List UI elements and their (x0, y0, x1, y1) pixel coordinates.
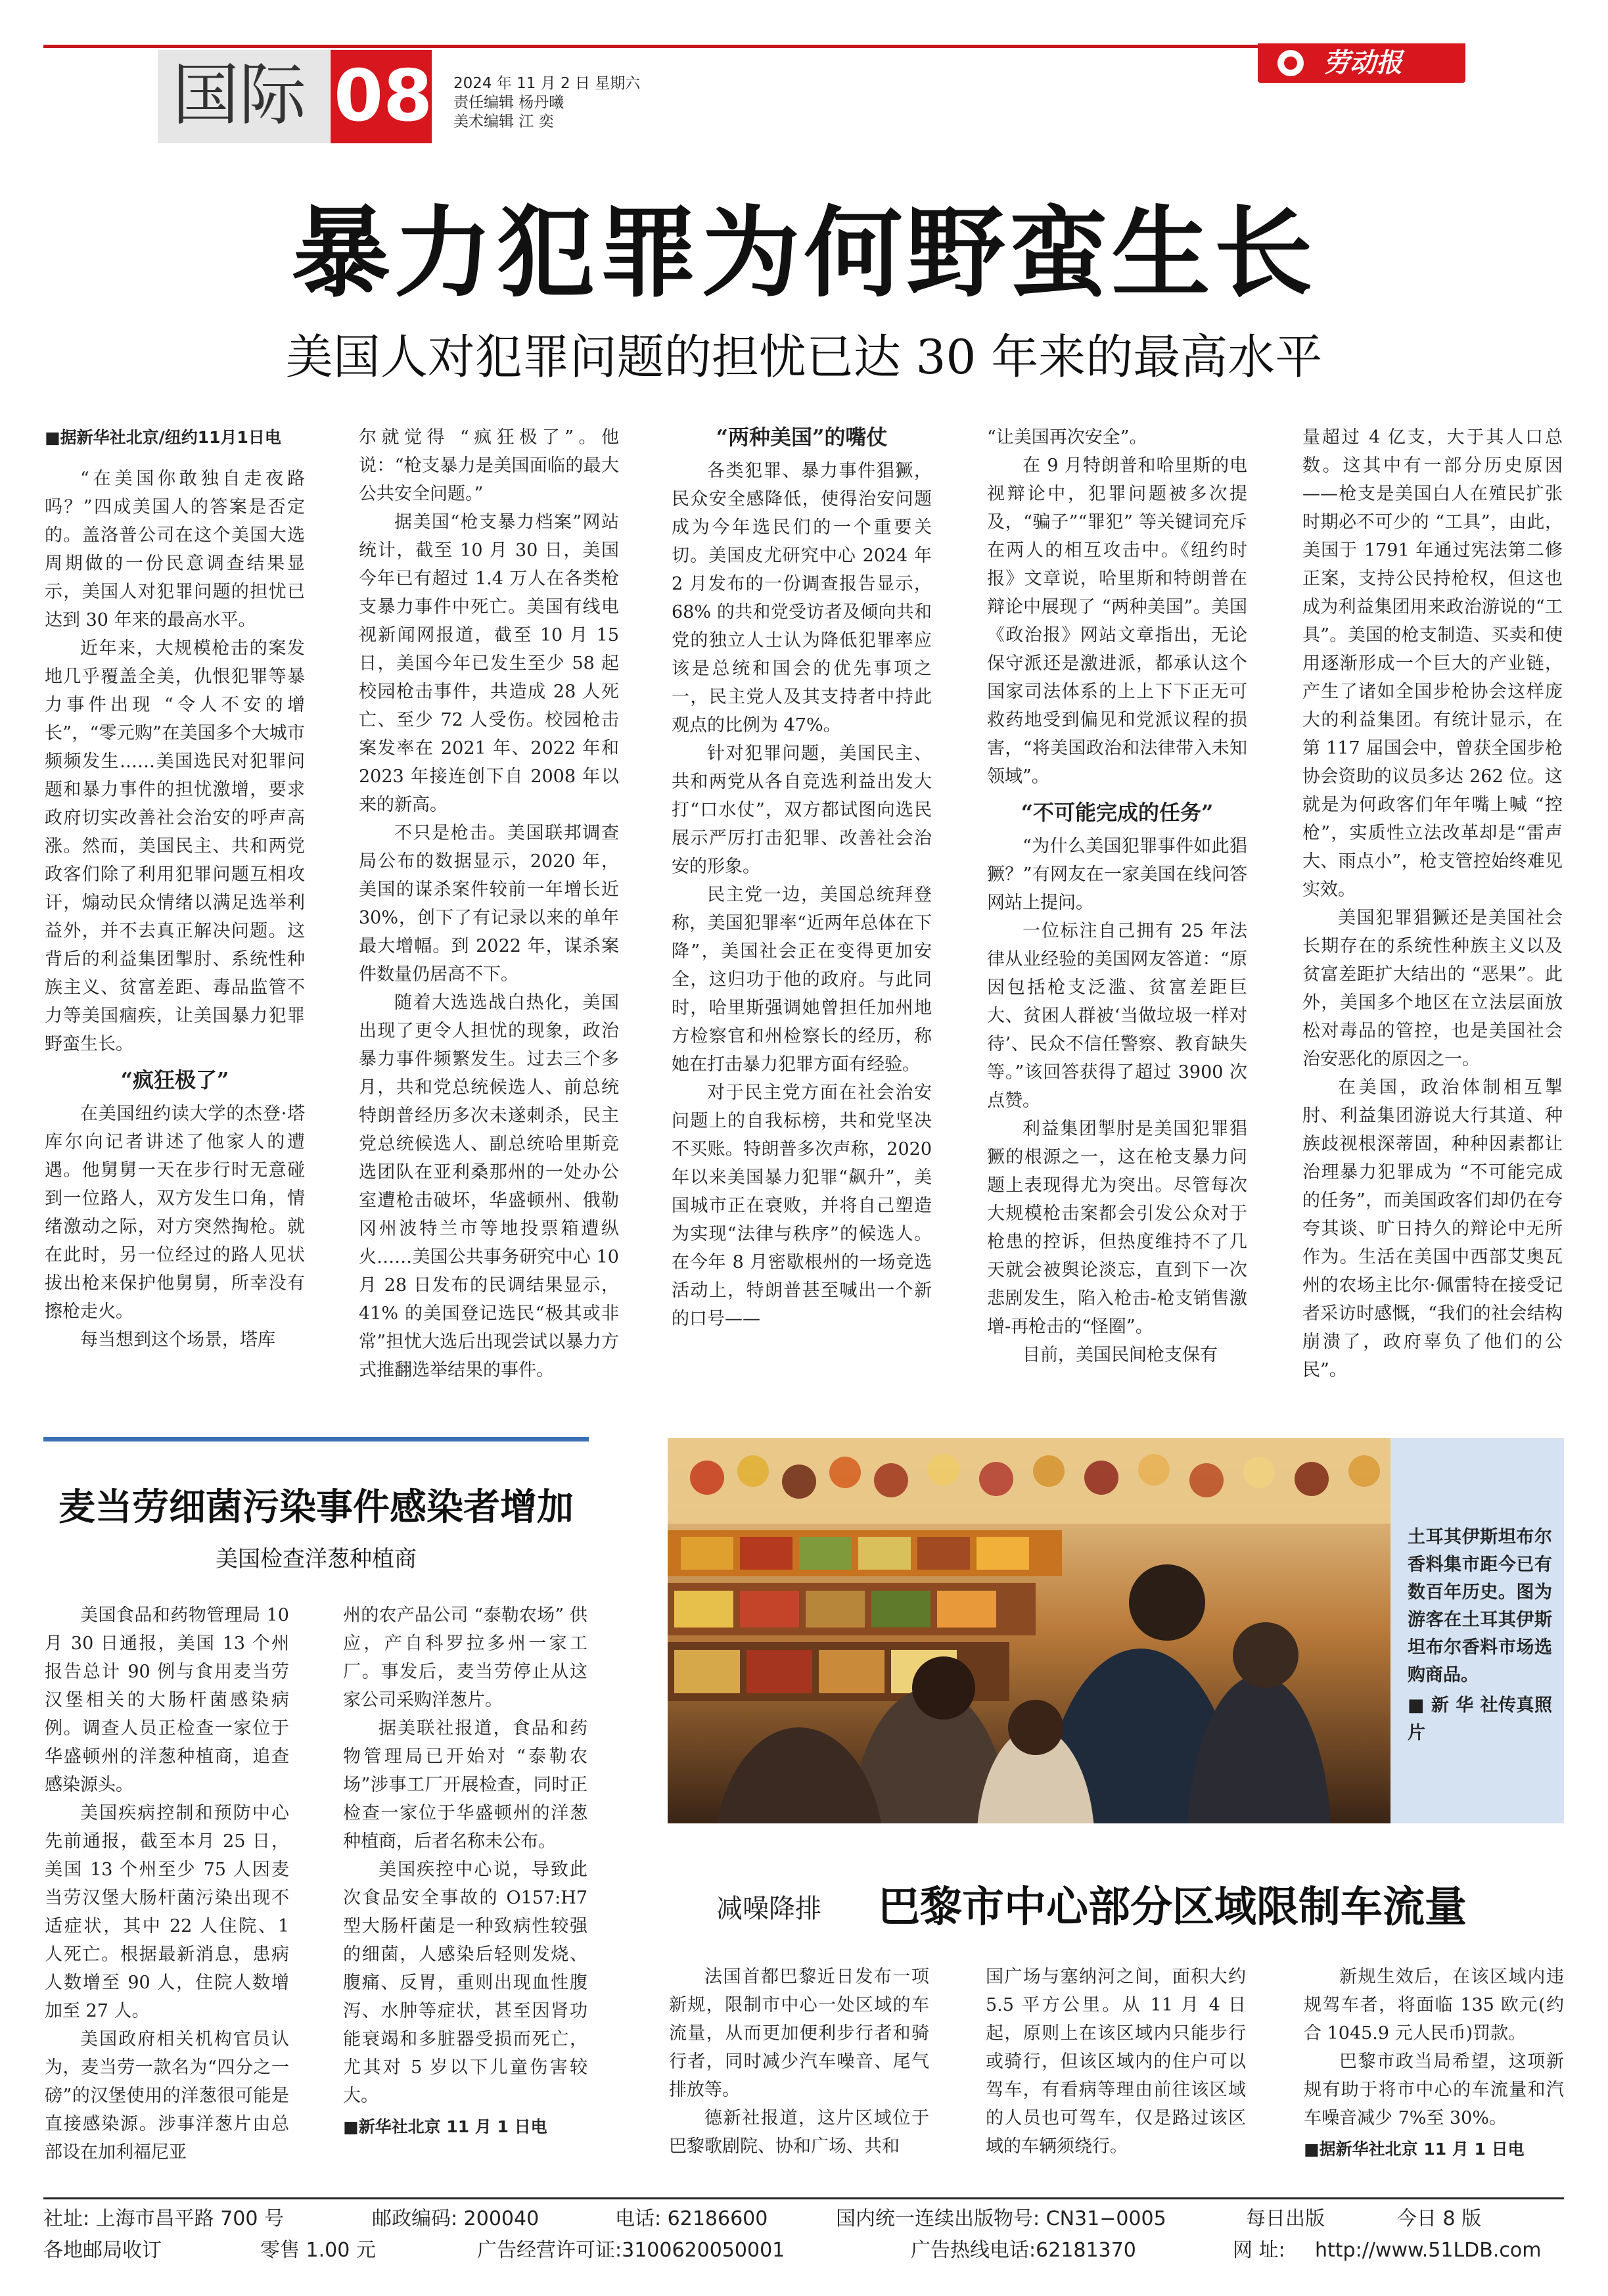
mcd-top-rule (43, 1437, 589, 1441)
paragraph: 美国疾病控制和预防中心先前通报，截至本月 25 日，美国 13 个州至少 75 人因麦当劳汉堡大肠杆菌污染出现不适症状，其中 22 人住院、1 人死亡。根据最新消息，患病人数增至 90 人，住院人数增加至 27 人。 (45, 1803, 289, 2021)
paragraph: 随着大选选战白热化，美国出现了更令人担忧的现象，政治暴力事件频繁发生。过去三个多月，共和党总统候选人、前总统特朗普经历多次未遂刺杀，民主党总统候选人、副总统哈里斯竞选团队在亚利桑那州的一处办公室遭枪击破坏，华盛顿州、俄勒冈州波特兰市等地投票箱遭纵火……美国公共事务研究中心 10 月 28 日发布的民调结果显示，41% 的美国登记选民“极其或非常”担忧大选后出现尝试以暴力方式推翻选举结果的事件。 (359, 993, 619, 1380)
footer-website-link[interactable]: http://www.51LDB.com (1315, 2239, 1542, 2262)
paragraph: 美国犯罪猖獗还是美国社会长期存在的系统性种族主义以及贫富差距扩大结出的 “恶果”。此外，美国多个地区在立法层面放松对毒品的管控，也是美国社会治安恶化的原因之一。 (1302, 908, 1563, 1069)
paragraph: 新规生效后，在该区域内违规驾车者，将面临 135 欧元(约合 1045.9 元人民币)罚款。 (1304, 1967, 1564, 2044)
main-col-1 (45, 423, 305, 1354)
paragraph: 量超过 4 亿支，大于其人口总数。这其中有一部分历史原因——枪支是美国白人在殖民扩张时期必不可少的 “工具”，由此，美国于 1791 年通过宪法第二修正案，支持公民持枪权，但这也成为利益集团用来政治游说的“工具”。美国的枪支制造、买卖和使用逐渐形成一个巨大的产业链，产生了诸如全国步枪协会这样庞大的利益集团。有统计显示，在第 117 届国会中，曾获全国步枪协会资助的议员多达 262 位。这就是为何政客们年年嘴上喊 “控枪”，实质性立法改革却是“雷声大、雨点小”，枪支管控始终难见实效。 (1302, 427, 1563, 900)
footer (43, 2203, 1564, 2282)
paris-col-3 (1304, 1963, 1564, 2163)
paragraph: 美国政府相关机构官员认为，麦当劳一款名为“四分之一磅”的汉堡使用的洋葱很可能是直接感染源。涉事洋葱片由总部设在加利福尼亚 (45, 2029, 289, 2163)
photo-credit: ■ 新 华 社传真照片 (1408, 1695, 1552, 1743)
main-col-4 (987, 423, 1247, 1369)
mcd-title: 麦当劳细菌污染事件感染者增加 (58, 1486, 574, 1529)
section-label: 国际 (172, 57, 306, 135)
paragraph: 不只是枪击。美国联邦调查局公布的数据显示，2020 年，美国的谋杀案件较前一年增长近 30%，创下了有记录以来的单年最大增幅。到 2022 年，谋杀案件数量仍居高不下。 (359, 823, 619, 985)
brand-logo (1258, 43, 1465, 83)
footer-serial: 国内统一连续出版物号: CN31−0005 (836, 2207, 1166, 2230)
main-title: 暴力犯罪为何野蛮生长 (291, 195, 1317, 311)
brand-name: 劳动报 (1323, 47, 1402, 78)
paragraph: 德新社报道，这片区域位于巴黎歌剧院、协和广场、共和 (669, 2108, 929, 2157)
art-editor: 美术编辑 江 奕 (453, 113, 554, 130)
footer-phone: 电话: 62186600 (615, 2207, 768, 2230)
paragraph: 据美国“枪支暴力档案”网站统计，截至 10 月 30 日，美国今年已有超过 1.4 万人在各类枪支暴力事件中死亡。美国有线电视新闻网报道，截至 10 月 15 日，美国今年已发生至少 58 起校园枪击事件，共造成 28 人死亡、至少 72 人受伤。校园枪击案发率在 2021 年、2022 年和 2023 年接连创下自 2008 年以来的新高。 (359, 512, 619, 815)
paragraph: 在美国纽约读大学的杰登·塔库尔向记者讲述了他家人的遭遇。他舅舅一天在步行时无意碰到一位路人，双方发生口角，情绪激动之际，对方突然掏枪。就在此时，另一位经过的路人见状拔出枪来保护他舅舅，所幸没有擦枪走火。 (45, 1104, 305, 1322)
footer-frequency: 每日出版 (1246, 2207, 1325, 2230)
footer-subscribe: 各地邮局收订 (43, 2239, 162, 2262)
issue-date: 2024 年 11 月 2 日 星期六 (453, 75, 641, 92)
footer-postcode: 邮政编码: 200040 (372, 2207, 540, 2230)
photo-caption-text: 土耳其伊斯坦布尔香料集市距今已有数百年历史。图为游客在土耳其伊斯坦布尔香料市场选购商品。 (1408, 1527, 1552, 1685)
footer-ad-phone: 广告热线电话:62181370 (911, 2239, 1136, 2262)
paragraph: 巴黎市政当局希望，这项新规有助于将市中心的车流量和汽车噪音减少 7%至 30%。 (1304, 2051, 1564, 2128)
footer-ad-license: 广告经营许可证:3100620050001 (477, 2239, 785, 2262)
paragraph: 针对犯罪问题，美国民主、共和两党从各自竞选利益出发大打“口水仗”，双方都试图向选民展示严厉打击犯罪、改善社会治安的形象。 (672, 743, 932, 877)
paragraph: 美国食品和药物管理局 10 月 30 日通报，美国 13 个州报告总计 90 例与食用麦当劳汉堡相关的大肠杆菌感染病例。调查人员正检查一家位于华盛顿州的洋葱种植商，追查感染源头。 (45, 1605, 289, 1795)
editor: 责任编辑 杨丹曦 (453, 94, 564, 111)
mcd-col-2 (343, 1601, 587, 2141)
paris-kicker: 减噪降排 (716, 1894, 821, 1924)
main-col-3 (672, 423, 932, 1333)
page-number: 08 (334, 55, 433, 137)
brand-logo-mark-inner (1284, 57, 1297, 70)
paragraph: “为什么美国犯罪事件如此猖獗？”有网友在一家美国在线问答网站上提问。 (987, 836, 1247, 913)
paragraph: 法国首都巴黎近日发布一项新规，限制市中心一处区域的车流量，从而更加便利步行者和骑行者，同时减少汽车噪音、尾气排放等。 (669, 1967, 929, 2100)
market-photo (668, 1438, 1390, 1823)
footer-pages: 今日 8 版 (1397, 2207, 1482, 2230)
paris-title: 巴黎市中心部分区域限制车流量 (878, 1883, 1467, 1932)
section-heading: “疯狂极了” (120, 1067, 229, 1092)
paragraph: “让美国再次安全”。 (987, 427, 1147, 448)
paragraph: 对于民主党方面在社会治安问题上的自我标榜，共和党坚决不买账。特朗普多次声称，2020 年以来美国暴力犯罪“飙升”，美国城市正在衰败，并将自己塑造为实现“法律与秩序”的候选人。在今年 8 月密歇根州的一场竞选活动上，特朗普甚至喊出一个新的口号—— (672, 1083, 932, 1329)
footer-price: 零售 1.00 元 (260, 2239, 376, 2262)
section-heading: “两种美国”的嘴仗 (716, 425, 888, 450)
paragraph: 在 9 月特朗普和哈里斯的电视辩论中，犯罪问题被多次提及，“骗子”“罪犯” 等关键词充斥在两人的相互攻击中。《纽约时报》文章说，哈里斯和特朗普在辩论中展现了 “两种美国”。美国《政治报》网站文章指出，无论保守派还是激进派，都承认这个国家司法体系的上上下下正无可救药地受到偏见和党派议程的损害，“将美国政治和法律带入未知领域”。 (987, 456, 1247, 787)
mcd-subtitle: 美国检查洋葱种植商 (216, 1546, 417, 1572)
mcd-col-1 (45, 1601, 289, 2167)
dateline: ■新华社北京 11 月 1 日电 (343, 2117, 547, 2136)
main-col-5 (1302, 423, 1563, 1384)
paragraph: 尔就觉得 “疯狂极了”。他说：“枪支暴力是美国面临的最大公共安全问题。” (359, 427, 619, 504)
paragraph: 目前，美国民间枪支保有 (1022, 1345, 1218, 1365)
main-col-2 (359, 423, 619, 1384)
paragraph: 在美国，政治体制相互掣肘、利益集团游说大行其道、种族歧视根深蒂固，种种因素都让治理暴力犯罪成为 “不可能完成的任务”，而美国政客们却仍在夸夸其谈、旷日持久的辩论中无所作为。生活在美国中西部艾奥瓦州的农场主比尔·佩雷特在接受记者采访时感慨，“我们的社会结构崩溃了，政府辜负了他们的公民”。 (1302, 1077, 1563, 1380)
paragraph: 一位标注自己拥有 25 年法律从业经验的美国网友答道：“原因包括枪支泛滥、贫富差距巨大、贫困人群被‘当做垃圾一样对待’、民众不信任警察、教育缺失等。”该回答获得了超过 3900 次点赞。 (987, 921, 1247, 1111)
paragraph: 据美联社报道，食品和药物管理局已开始对 “泰勒农场”涉事工厂开展检查，同时正检查一家位于华盛顿州的洋葱种植商，后者名称未公布。 (343, 1718, 587, 1852)
main-subtitle: 美国人对犯罪问题的担忧已达 30 年来的最高水平 (285, 329, 1323, 385)
paragraph: 每当想到这个场景，塔库 (80, 1330, 275, 1350)
paris-col-1 (669, 1963, 929, 2161)
footer-website-label: 网 址: (1233, 2239, 1285, 2262)
photo-caption (1408, 1524, 1552, 1747)
paragraph: 利益集团掣肘是美国犯罪猖獗的根源之一，这在枪支暴力问题上表现得尤为突出。尽管每次大规模枪击案都会引发公众对于枪患的控诉，但热度维持不了几天就会被舆论淡忘，直到下一次悲剧发生，陷入枪击-枪支销售激增-再枪击的“怪圈”。 (987, 1119, 1247, 1337)
header-top-rule (43, 45, 1272, 48)
footer-address: 社址: 上海市昌平路 700 号 (43, 2207, 284, 2230)
footer-rule (43, 2197, 1564, 2199)
paragraph: 美国疾控中心说，导致此次食品安全事故的 O157:H7 型大肠杆菌是一种致病性较强的细菌，人感染后轻则发烧、腹痛、反胃，重则出现血性腹泻、水肿等症状，甚至因肾功能衰竭和多脏器受损而死亡，尤其对 5 岁以下儿童伤害较大。 (343, 1860, 587, 2106)
paragraph: 州的农产品公司 “泰勒农场” 供应，产自科罗拉多州一家工厂。事发后，麦当劳停止从这家公司采购洋葱片。 (343, 1605, 587, 1710)
paragraph: 国广场与塞纳河之间，面积大约 5.5 平方公里。从 11 月 4 日起，原则上在该区域内只能步行或骑行，但该区域内的住户可以驾车，有看病等理由前往该区域的人员也可驾车，仅是路过该区域的车辆须绕行。 (986, 1967, 1246, 2157)
paragraph: 近年来，大规模枪击的案发地几乎覆盖全美，仇恨犯罪等暴力事件出现 “令人不安的增长”，“零元购”在美国多个大城市频频发生……美国选民对犯罪问题和暴力事件的担忧激增，要求政府切实改善社会治安的呼声高涨。然而，美国民主、共和两党政客们除了利用犯罪问题互相攻讦，煽动民众情绪以满足选举利益外，并不去真正解决问题。这背后的利益集团掣肘、系统性种族主义、贫富差距、毒品监管不力等美国痼疾，让美国暴力犯罪野蛮生长。 (45, 638, 305, 1054)
paris-col-2 (986, 1963, 1246, 2161)
paragraph: 各类犯罪、暴力事件猖獗，民众安全感降低，使得治安问题成为今年选民们的一个重要关切。美国皮尤研究中心 2024 年 2 月发布的一份调查报告显示，68% 的共和党受访者及倾向共和党的独立人士认为降低犯罪率应该是总统和国会的优先事项之一，民主党人及其支持者中持此观点的比例为 47%。 (672, 461, 932, 736)
section-heading: “不可能完成的任务” (1021, 800, 1214, 825)
paragraph: 民主党一边，美国总统拜登称，美国犯罪率“近两年总体在下降”，美国社会正在变得更加安全，这归功于他的政府。与此同时，哈里斯强调她曾担任加州地方检察官和州检察长的经历，称她在打击暴力犯罪方面有经验。 (672, 885, 932, 1075)
paragraph: “在美国你敢独自走夜路吗？”四成美国人的答案是否定的。盖洛普公司在这个美国大选周期做的一份民意调查结果显示，美国人对犯罪问题的担忧已达到 30 年来的最高水平。 (45, 469, 305, 630)
dateline: ■据新华社北京 11 月 1 日电 (1304, 2140, 1525, 2159)
dateline: ■据新华社北京/纽约11月1日电 (45, 428, 281, 447)
spice-market-image (668, 1438, 1390, 1823)
